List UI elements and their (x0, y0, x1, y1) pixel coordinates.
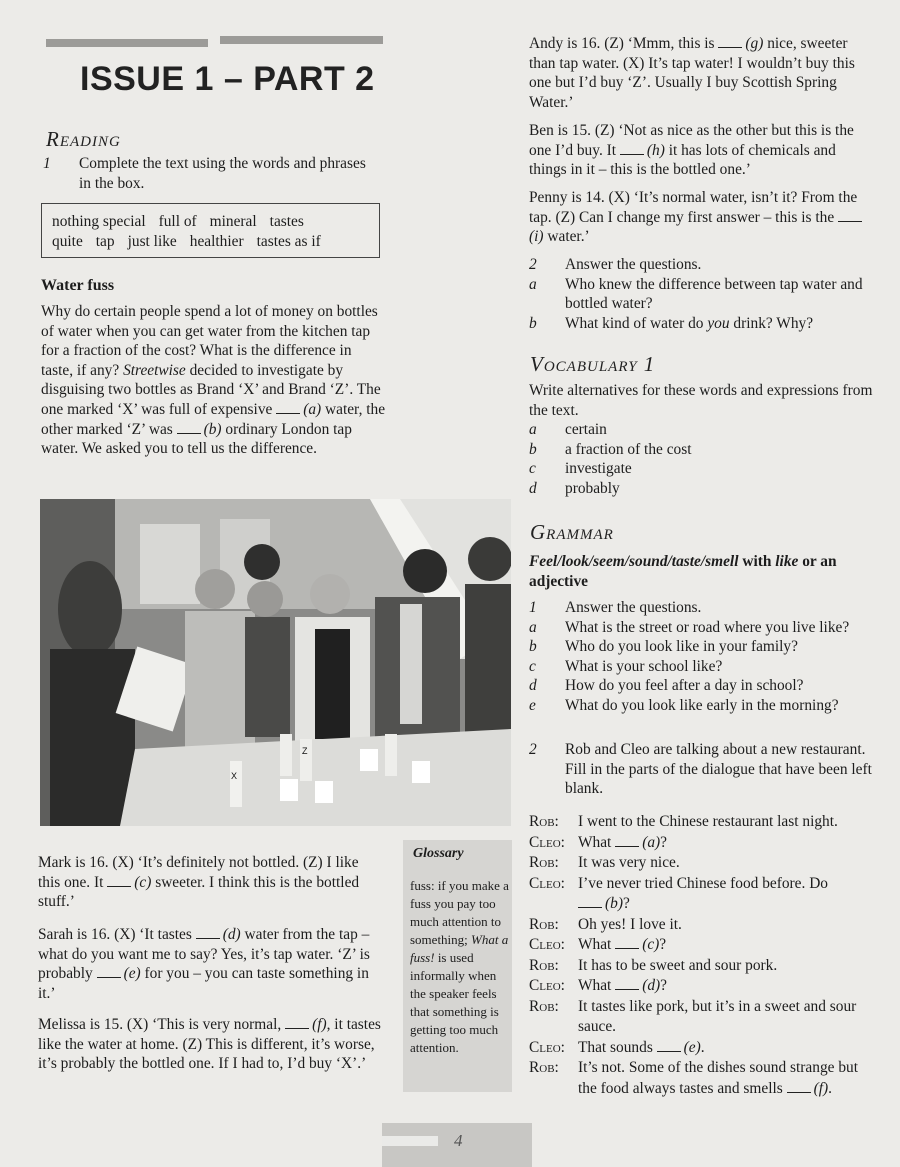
page-number-bar (382, 1136, 438, 1146)
item-label: b (529, 314, 537, 332)
vocabulary-exercise (529, 381, 874, 499)
gap-blank (838, 209, 862, 222)
dialogue-line (529, 976, 879, 997)
speaker-cleo: Cleo: (529, 936, 565, 953)
line-text: It was very nice. (578, 854, 680, 871)
item-text: investigate (565, 460, 632, 478)
exercise-number: 1 (43, 155, 51, 172)
gap-label-b: (b) (605, 895, 623, 912)
reading-exercise-1 (43, 154, 373, 193)
exercise-instruction: Rob and Cleo are talking about a new restaurant. Fill in the parts of the dialogue that have been left blank. (565, 741, 872, 798)
exercise-number: 2 (529, 741, 537, 758)
glossary-example: What a fuss! (410, 932, 509, 965)
word-option: tap (95, 233, 115, 250)
item-text: Who do you look like in your family? (565, 638, 798, 656)
gap-label-a: (a) (642, 833, 661, 851)
line-part: ? (660, 977, 667, 994)
quote-andy (529, 34, 871, 112)
exercise-number: 1 (529, 599, 537, 616)
reading-heading: Reading (46, 127, 121, 151)
line-part: That sounds (578, 1038, 657, 1056)
item-label: c (529, 460, 536, 478)
magazine-name: Streetwise (123, 361, 186, 379)
dialogue-line (529, 1038, 879, 1059)
dialogue (529, 812, 879, 1099)
item-text: probably (565, 479, 620, 497)
page-number: 4 (454, 1131, 463, 1150)
subheading-text: with (738, 553, 776, 570)
item-label: d (529, 677, 537, 695)
item-text: certain (565, 421, 607, 439)
line-text (578, 1058, 879, 1099)
gap-label-g: (g) (745, 35, 764, 52)
quote-ben (529, 121, 871, 180)
gap-label-b: (b) (203, 420, 222, 438)
speaker-rob: Rob: (529, 813, 559, 830)
gap-label-d: (d) (642, 977, 661, 994)
grammar-exercise-1 (529, 598, 874, 716)
quote-text: Sarah is 16. (X) ‘It tastes (38, 926, 196, 943)
word-box (41, 203, 380, 258)
item-text-part: drink? Why? (729, 314, 814, 332)
article-title: Water fuss (41, 277, 115, 294)
subheading-verbs: Feel/look/seem/sound/taste/smell (529, 553, 739, 570)
gap-label-c: (c) (642, 936, 660, 953)
item-text: What do you look like early in the morning? (565, 696, 839, 714)
word-option: full of (158, 213, 197, 230)
word-option: quite (52, 233, 83, 250)
line-part: ? (660, 833, 667, 851)
item-text: What is your school like? (565, 657, 723, 675)
item-label: d (529, 479, 537, 497)
article-text: ordinary London tap water. We asked you to tell us the difference. (41, 420, 352, 458)
item-label: c (529, 657, 536, 675)
glossary-term: fuss: (410, 878, 435, 893)
speaker-rob: Rob: (529, 854, 559, 871)
glossary-text: is used informally when the speaker feels that something is getting too much attention. (410, 950, 499, 1055)
gap-blank (787, 1080, 811, 1093)
line-text (578, 976, 879, 997)
gap-blank (276, 401, 300, 414)
dialogue-line (529, 853, 879, 874)
gap-blank (97, 965, 121, 978)
gap-blank (196, 926, 220, 939)
quote-text: for you – you can taste something in it.’ (38, 965, 369, 1002)
line-part: I’ve never tried Chinese food before. Do (578, 874, 829, 892)
glossary-definition (410, 877, 510, 1057)
word-box-row-2 (52, 232, 379, 252)
gap-label-c: (c) (134, 873, 152, 891)
item-text: a fraction of the cost (565, 440, 692, 458)
line-part: ? (659, 936, 667, 953)
line-part: . (700, 1038, 705, 1056)
gap-blank (285, 1016, 309, 1029)
item-label: b (529, 440, 537, 458)
word-option: healthier (189, 233, 244, 250)
dialogue-line (529, 956, 879, 977)
item-text (565, 314, 874, 334)
item-label: a (529, 421, 537, 439)
line-text: Oh yes! I love it. (578, 915, 682, 933)
dialogue-line (529, 833, 879, 854)
gap-label-e: (e) (683, 1038, 701, 1056)
speaker-cleo: Cleo: (529, 833, 565, 851)
word-box-row-1 (52, 212, 379, 232)
word-option: tastes (269, 213, 304, 230)
subheading-text: or an adjective (529, 553, 837, 590)
gap-label-a: (a) (303, 400, 322, 418)
item-label: a (529, 275, 537, 293)
gap-blank (615, 936, 639, 949)
line-part: ? (622, 895, 630, 912)
dialogue-line (529, 874, 879, 915)
quote-text: nice, sweeter than tap water. (X) It’s tap water! I wouldn’t buy this one but I’d buy ‘Z’. Usually I buy Scottish Spring Water.’ (529, 35, 855, 111)
dialogue-line (529, 812, 879, 833)
speaker-cleo: Cleo: (529, 874, 565, 892)
line-text (578, 935, 879, 956)
speaker-cleo: Cleo: (529, 977, 565, 994)
gap-label-i: (i) (529, 228, 544, 246)
gap-blank (578, 895, 602, 908)
item-text: How do you feel after a day in school? (565, 677, 804, 695)
line-part: What (578, 977, 616, 994)
quote-text: Penny is 14. (X) ‘It’s normal water, isn’t it? From the tap. (Z) Can I change my first answer – this is the (529, 189, 858, 226)
line-text: It tastes like pork, but it’s in a sweet and sour sauce. (578, 997, 857, 1035)
gap-blank (177, 421, 201, 434)
vocabulary-heading: Vocabulary 1 (530, 352, 656, 376)
quote-text: sweeter. I think this is the bottled stuff.’ (38, 873, 360, 911)
bottle-x-label: X (231, 771, 238, 781)
speaker-rob: Rob: (529, 915, 559, 933)
exercise-instruction: Complete the text using the words and phrases in the box. (79, 155, 366, 192)
word-option: tastes as if (256, 233, 321, 250)
line-part: . (828, 1079, 832, 1097)
gap-label-e: (e) (123, 965, 141, 983)
item-text-emphasis: you (707, 314, 730, 332)
quote-mark (38, 853, 383, 912)
line-text: I went to the Chinese restaurant last night. (578, 813, 838, 830)
bottle-z-label: Z (302, 746, 308, 756)
header-bar-right (220, 36, 383, 44)
quote-text: Melissa is 15. (X) ‘This is very normal, (38, 1016, 286, 1033)
speaker-rob: Rob: (529, 956, 559, 974)
item-text: What is the street or road where you live like? (565, 618, 850, 636)
quote-text: water from the tap – what do you want me to say? Yes, it’s tap water. ‘Z’ is probably (38, 926, 370, 983)
article-paragraph (41, 302, 386, 459)
exercise-number: 2 (529, 256, 537, 273)
gap-label-h: (h) (646, 141, 665, 159)
subheading-like: like (775, 553, 799, 570)
photo-illustration (40, 499, 511, 826)
quote-penny (529, 188, 871, 247)
gap-blank (107, 874, 131, 887)
dialogue-line (529, 935, 879, 956)
quote-melissa (38, 1015, 383, 1074)
quote-text: water.’ (543, 228, 590, 246)
students-tasting-water-photo (40, 499, 511, 826)
line-part: What (578, 936, 616, 953)
dialogue-line (529, 997, 879, 1038)
quote-text: Andy is 16. (Z) ‘Mmm, this is (529, 35, 719, 52)
gap-blank (718, 35, 742, 48)
gap-label-f: (f) (312, 1016, 327, 1033)
word-option: mineral (209, 213, 257, 230)
quote-text: it has lots of chemicals and things in it – this is the bottled one.’ (529, 141, 836, 179)
dialogue-line (529, 915, 879, 936)
item-label: a (529, 618, 537, 636)
item-label: b (529, 638, 537, 656)
dialogue-line (529, 1058, 879, 1099)
article-text: Why do certain people spend a lot of money on bottles of water when you can get water from the kitchen tap for a fraction of the cost? What is the difference in taste, if any? (41, 303, 378, 379)
item-text-part: What kind of water do (565, 314, 708, 332)
vocabulary-instruction: Write alternatives for these words and expressions from the text. (529, 382, 873, 419)
item-label: e (529, 696, 536, 714)
item-text: Who knew the difference between tap water and bottled water? (565, 275, 863, 313)
grammar-subheading (529, 552, 874, 591)
word-option: just like (127, 233, 177, 250)
article-text: decided to investigate by disguising two bottles as Brand ‘X’ and Brand ‘Z’. The one marked ‘X’ was full of expensive (41, 361, 381, 418)
issue-title: ISSUE 1 – PART 2 (80, 60, 375, 98)
gap-blank (615, 977, 639, 990)
gap-label-f: (f) (813, 1079, 829, 1097)
quote-text: , it tastes like the water at home. (Z) This is different, it’s worse, it’s probably the bottled one. If I had to, I’d buy ‘X’.’ (38, 1016, 381, 1073)
header-bar-left (46, 39, 208, 47)
speaker-rob: Rob: (529, 997, 559, 1015)
reading-exercise-2 (529, 255, 874, 333)
gap-blank (657, 1039, 681, 1052)
article-text: water, the other marked ‘Z’ was (41, 400, 386, 438)
line-text: It has to be sweet and sour pork. (578, 956, 778, 974)
glossary-text: if you make a fuss you pay too much attention to something; (410, 878, 509, 947)
word-option: nothing special (52, 213, 146, 230)
quote-sarah (38, 925, 383, 1003)
speaker-cleo: Cleo: (529, 1038, 565, 1056)
page-number-tab (382, 1123, 532, 1167)
grammar-exercise-2 (529, 740, 874, 799)
quote-text: Mark is 16. (X) ‘It’s definitely not bottled. (Z) I like this one. It (38, 854, 359, 891)
line-text (578, 833, 879, 854)
grammar-heading: Grammar (530, 520, 614, 544)
line-part: It’s not. Some of the dishes sound strange but the food always tastes and smells (578, 1059, 858, 1097)
speaker-rob: Rob: (529, 1059, 559, 1076)
gap-blank (615, 834, 639, 847)
glossary-box (403, 840, 512, 1092)
exercise-instruction: Answer the questions. (565, 256, 702, 273)
line-part: What (578, 833, 616, 851)
line-text (578, 1038, 879, 1059)
glossary-title: Glossary (413, 846, 464, 861)
gap-label-d: (d) (222, 926, 241, 943)
quote-text: Ben is 15. (Z) ‘Not as nice as the other but this is the one I’d buy. It (529, 122, 854, 159)
line-text (578, 874, 879, 915)
gap-blank (620, 142, 644, 155)
exercise-instruction: Answer the questions. (565, 599, 702, 616)
